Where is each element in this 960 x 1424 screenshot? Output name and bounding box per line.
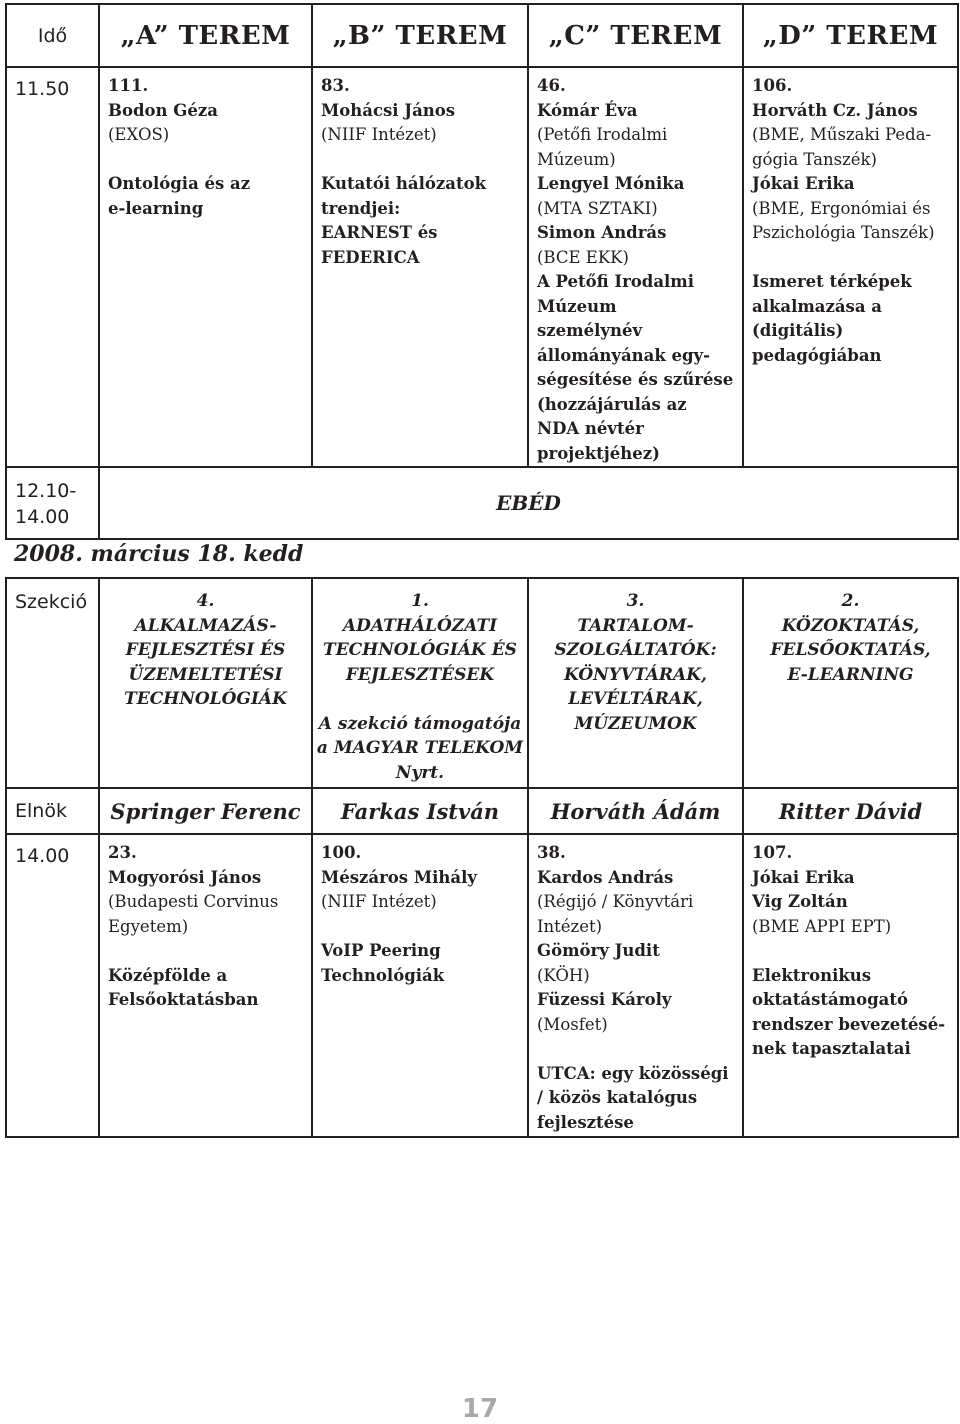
- speaker-name: Jókai Erika: [752, 174, 855, 193]
- header-room-b: „B” TEREM: [312, 4, 528, 67]
- talk-lines: [537, 99, 734, 467]
- speaker-name: Füzessi Károly: [537, 990, 672, 1009]
- talk-room-b: [312, 834, 528, 1137]
- speaker-affiliation: (BME, Ergonómiai és: [752, 198, 931, 218]
- speaker-name: Jókai Erika: [752, 867, 855, 887]
- talk-number: 23.: [108, 843, 137, 862]
- schedule-table-day1: [5, 3, 959, 540]
- speaker-affiliation: gógia Tanszék): [752, 149, 877, 169]
- chair-room-b: Farkas István: [312, 788, 528, 834]
- talk-speaker: Bodon Géza: [108, 100, 218, 120]
- talk-affiliation: (NIIF Intézet): [321, 125, 437, 144]
- speaker-name: Kómár Éva: [537, 100, 638, 120]
- speaker-name: NDA névtér: [537, 419, 644, 438]
- speaker-affiliation: (BCE EKK): [537, 247, 629, 267]
- speaker-affiliation: (Petőfi Irodalmi: [537, 125, 668, 144]
- speaker-affiliation: Intézet): [537, 916, 603, 936]
- talk-title: Ontológia és az e-learning: [108, 174, 251, 218]
- chair-label: Elnök: [6, 788, 99, 834]
- talk-room-d: [743, 67, 958, 467]
- speaker-affiliation: Múzeum): [537, 149, 616, 169]
- speaker-affiliation: (BME APPI EPT): [752, 916, 892, 936]
- talk-room-c: [528, 67, 743, 467]
- header-time: Idő: [6, 4, 99, 67]
- schedule-table-day2: [5, 577, 959, 1138]
- talk-number: 111.: [108, 76, 149, 95]
- talk-room-b: [312, 67, 528, 467]
- section-room-c: 3. TARTALOM- SZOLGÁLTATÓK: KÖNYVTÁRAK, LEVÉLTÁRAK, MÚZEUMOK: [528, 578, 743, 788]
- speaker-affiliation: (Mosfet): [537, 1014, 608, 1034]
- speaker-name: (hozzájárulás az: [537, 394, 687, 414]
- chair-room-a: Springer Ferenc: [99, 788, 312, 834]
- speaker-name: Kardos András: [537, 867, 674, 887]
- section-room-b: 1. ADATHÁLÓZATI TECHNOLÓGIÁK ÉS FEJLESZTÉSEK A szekció támogatója a MAGYAR TELEKOM Nyrt.: [312, 578, 528, 788]
- talk-title: Kutatói hálózatok trendjei: EARNEST és FEDERICA: [321, 174, 487, 267]
- slot-time: 11.50: [6, 67, 99, 467]
- talk-number: 38.: [537, 843, 566, 862]
- talk-number: 46.: [537, 76, 566, 95]
- slot-time: 14.00: [6, 834, 99, 1137]
- speaker-name: Lengyel Mónika: [537, 174, 685, 193]
- speaker-name: projektjéhez): [537, 443, 660, 463]
- header-room-d: „D” TEREM: [743, 4, 958, 67]
- chair-room-d: Ritter Dávid: [743, 788, 958, 834]
- section-room-a: 4. ALKALMAZÁS- FEJLESZTÉSI ÉS ÜZEMELTETÉSI TECHNOLÓGIÁK: [99, 578, 312, 788]
- talk-title: Elektronikus oktatástámogató rendszer bevezetésé- nek tapasztalatai: [752, 965, 946, 1058]
- section-sponsor: A szekció támogatója a MAGYAR TELEKOM Nyrt.: [316, 713, 524, 783]
- speaker-affiliation: (Régijó / Könyvtári: [537, 892, 694, 911]
- talk-title: UTCA: egy közösségi / közös katalógus fejlesztése: [537, 1063, 729, 1132]
- talk-lines: [537, 866, 734, 1038]
- lunch-label: EBÉD: [99, 467, 958, 539]
- speaker-name: állományának egy-: [537, 345, 710, 365]
- talk-speaker: Mohácsi János: [321, 100, 456, 120]
- header-room-c: „C” TEREM: [528, 4, 743, 67]
- talk-lines: [752, 99, 949, 246]
- speaker-affiliation: (MTA SZTAKI): [537, 198, 658, 218]
- talk-affiliation: (NIIF Intézet): [321, 892, 437, 911]
- talk-affiliation: (Budapesti Corvinus Egyetem): [108, 892, 279, 936]
- talk-room-c: [528, 834, 743, 1137]
- talk-title: Középfölde a Felsőoktatásban: [108, 965, 259, 1009]
- speaker-name: ségesítése és szűrése: [537, 370, 734, 389]
- lunch-time: 12.10- 14.00: [6, 467, 99, 539]
- talk-number: 106.: [752, 76, 793, 95]
- talk-title: Ismeret térképek alkalmazása a (digitális) pedagógiában: [752, 272, 912, 365]
- header-room-a: „A” TEREM: [99, 4, 312, 67]
- section-label: Szekció: [6, 578, 99, 788]
- date-heading: 2008. március 18. kedd: [14, 541, 304, 567]
- talk-lines: [752, 866, 949, 940]
- speaker-name: Horváth Cz. János: [752, 100, 918, 120]
- speaker-name: A Petőfi Irodalmi: [537, 272, 695, 291]
- talk-speaker: Mogyorósi János: [108, 867, 262, 887]
- page-number: 17: [461, 1394, 499, 1424]
- talk-room-a: [99, 834, 312, 1137]
- talk-number: 100.: [321, 843, 362, 862]
- chair-room-c: Horváth Ádám: [528, 788, 743, 834]
- talk-number: 83.: [321, 76, 350, 95]
- speaker-name: Gömöry Judit: [537, 941, 660, 960]
- talk-room-d: [743, 834, 958, 1137]
- talk-speaker: Mészáros Mihály: [321, 867, 477, 887]
- talk-title: VoIP Peering Technológiák: [321, 941, 445, 985]
- talk-room-a: [99, 67, 312, 467]
- speaker-name: Múzeum: [537, 296, 617, 316]
- speaker-affiliation: (BME, Műszaki Peda-: [752, 125, 932, 144]
- section-room-d: 2. KÖZOKTATÁS, FELSŐOKTATÁS, E-LEARNING: [743, 578, 958, 788]
- speaker-name: Vig Zoltán: [752, 892, 848, 911]
- speaker-name: Simon András: [537, 223, 667, 242]
- talk-number: 107.: [752, 843, 793, 862]
- speaker-name: személynév: [537, 321, 643, 340]
- talk-affiliation: (EXOS): [108, 125, 170, 144]
- speaker-affiliation: (KÖH): [537, 965, 590, 985]
- speaker-affiliation: Pszichológia Tanszék): [752, 223, 935, 242]
